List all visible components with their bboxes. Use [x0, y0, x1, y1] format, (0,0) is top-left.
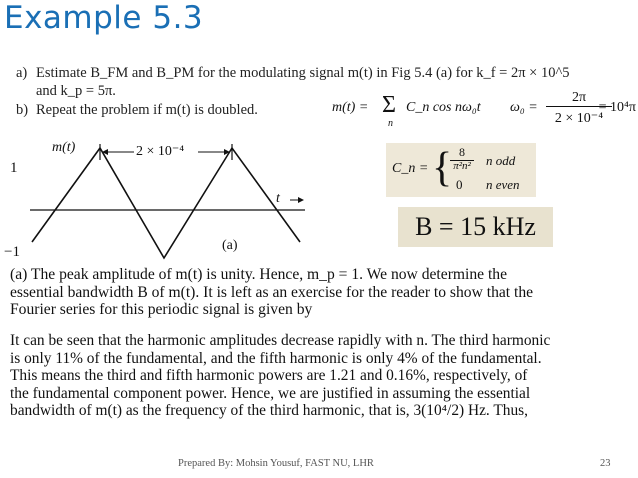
slide-title: Example 5.3	[4, 0, 204, 36]
task-a-line2: and k_p = 5π.	[36, 83, 116, 99]
y-max-label: 1	[10, 160, 18, 176]
cn-case2-value: 0	[456, 177, 463, 192]
paragraph-2-line: It can be seen that the harmonic amplitudes decrease rapidly with n. The third harmonic	[10, 332, 551, 349]
cn-lhs: C_n =	[392, 161, 429, 176]
task-b-line: Repeat the problem if m(t) is doubled.	[36, 102, 258, 118]
signal-label: m(t)	[52, 140, 76, 155]
m-series-rhs: C_n cos nω₀t	[406, 100, 481, 115]
paragraph-1	[10, 266, 533, 319]
omega-numerator: 2π	[546, 90, 612, 107]
sum-symbol: Σ	[382, 92, 396, 118]
paragraph-1-line: (a) The peak amplitude of m(t) is unity. Hence, m_p = 1. We now determine the	[10, 266, 508, 283]
cn-case2-condition: n even	[486, 177, 520, 192]
page-number: 23	[600, 458, 611, 469]
paragraph-2-line: This means the third and fifth harmonic powers are 1.21 and 0.16%, respectively, of	[10, 367, 528, 385]
triangle-wave	[32, 148, 300, 258]
task-b-label: b)	[16, 102, 29, 118]
y-min-label: −1	[4, 244, 20, 260]
figure-caption: (a)	[222, 238, 238, 253]
paragraph-2-line: bandwidth of m(t) as the frequency of the third harmonic, that is, 3(10⁴/2) Hz. Thus,	[10, 402, 528, 420]
time-arrowhead	[298, 197, 304, 203]
time-label: t	[276, 191, 280, 206]
footer-credit: Prepared By: Mohsin Yousuf, FAST NU, LHR	[178, 458, 374, 469]
cn-case1-denominator: π²n²	[453, 160, 471, 172]
paragraph-2	[10, 332, 550, 420]
cn-case1-numerator: 8	[450, 145, 474, 161]
bandwidth-value: B = 15 kHz	[415, 212, 536, 241]
cn-case1-condition: n odd	[486, 153, 516, 168]
omega-rhs: = 10⁴π	[598, 100, 636, 115]
cn-brace: {	[432, 145, 453, 191]
paragraph-2-line: the fundamental component power. Hence, we are justified in assuming the essential	[10, 384, 531, 402]
m-series-lhs: m(t) =	[332, 100, 369, 115]
omega-denominator: 2 × 10⁻⁴	[554, 111, 604, 126]
paragraph-1-line: Fourier series for this periodic signal is given by	[10, 301, 313, 319]
sum-index: n	[388, 118, 393, 129]
period-label: 2 × 10⁻⁴	[136, 144, 185, 159]
paragraph-1-line: essential bandwidth B of m(t). It is left as an exercise for the reader to show that the	[10, 283, 534, 301]
omega-lhs: ω₀ =	[510, 100, 538, 115]
paragraph-2-line: is only 11% of the fundamental, and the fifth harmonic is only 4% of the fundamental.	[10, 349, 542, 367]
task-a-label: a)	[16, 65, 28, 81]
task-a-line1: Estimate B_FM and B_PM for the modulating signal m(t) in Fig 5.4 (a) for k_f = 2π × 10^5	[36, 65, 570, 81]
